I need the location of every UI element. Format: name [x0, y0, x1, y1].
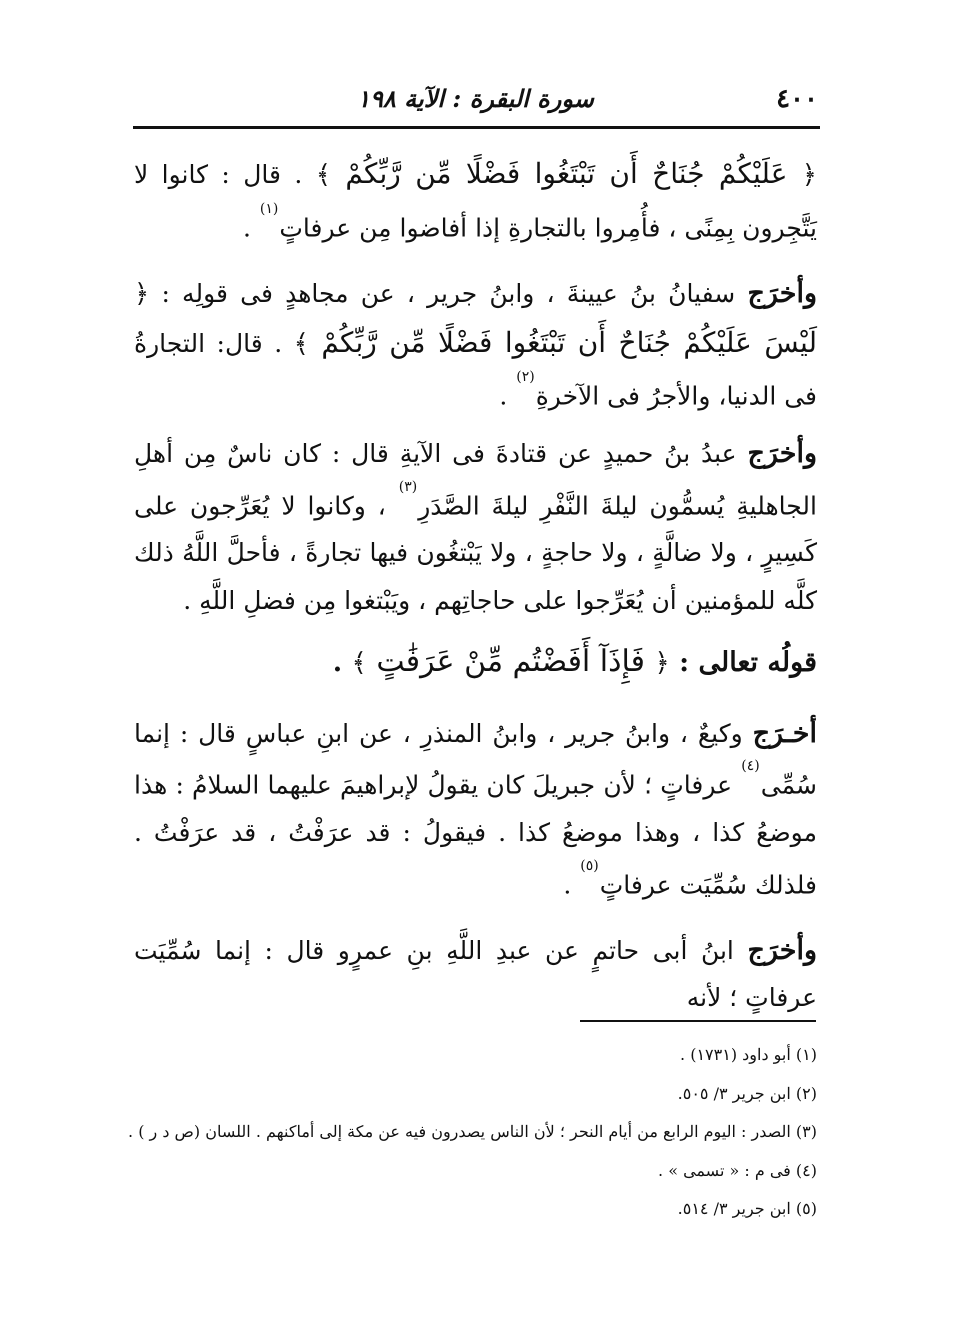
paragraph-text: وكيعٌ ، وابنُ جرير ، وابنُ المنذرِ ، عن ابنِ عباسٍ قال : إنما سُمِّى: [134, 718, 817, 800]
paragraph-lead: أخـرَج: [752, 717, 817, 749]
quran-verse-text: لَيْسَ عَلَيْكُمْ جُنَاحٌ أَن تَبْتَغُوا فَضْلًا مِّن رَّبِّكُمْ: [321, 325, 818, 359]
paragraph-text: . قال: التجارةُ فى الدنيا، والأجرُ فى الآخرةِ: [134, 328, 817, 411]
paragraph-5: [134, 710, 817, 909]
footnote-divider: [580, 1020, 816, 1022]
footnote-ref[interactable]: (٤): [741, 758, 760, 775]
header-divider: [133, 126, 820, 129]
paragraph-3: [134, 430, 817, 624]
quran-bracket-open: ﴿: [654, 648, 670, 679]
paragraph-lead: وأخرَج: [747, 934, 817, 966]
paragraph-text-end: .: [499, 381, 508, 411]
paragraph-text-mid: عرفاتٍ ؛ لأن جبريلَ كان يقولُ لإبراهيمَ عليهما السلامُ : هذا موضعُ كذا ، وهذا موضعُ كذا . فيقولُ : قد عرَفْتُ ، قد عرَفْتُ . فلذلك سُمِّيَت عرفاتٍ: [134, 770, 817, 900]
quran-bracket-close: ﴾: [315, 160, 332, 190]
paragraph-2: [134, 269, 817, 420]
footnotes: [128, 1036, 817, 1229]
quran-verse: [316, 157, 817, 190]
paragraph-text: ابنُ أبى حاتمٍ عن عبدِ اللَّهِ بنِ عمرٍو قال : إنما سُمِّيَت عرفاتٍ ؛ لأنه: [134, 935, 817, 1013]
quran-verse-text: عَلَيْكُمْ جُنَاحٌ أَن تَبْتَغُوا فَضْلًا مِّن رَّبِّكُمْ: [345, 157, 788, 190]
quran-bracket-close: ﴾: [293, 328, 309, 359]
quran-bracket-close: ﴾: [351, 648, 367, 679]
footnote-item: (٥) ابن جرير ٣/ ٥١٤.: [677, 1199, 817, 1218]
verse-heading: [134, 638, 817, 688]
footnote-item: (٤) فى م : « تسمى » .: [658, 1160, 817, 1180]
paragraph-1: [134, 150, 817, 251]
page-number: ٤٠٠: [776, 84, 818, 114]
paragraph-lead: وأخرَج: [747, 278, 817, 310]
footnote-ref[interactable]: (٣): [398, 478, 418, 495]
paragraph-text: عبدُ بنُ حميدٍ عن قتادةَ فى الآيةِ قال : كان ناسٌ مِن أهلِ الجاهليةِ يُسمُّون ليلةَ النَّفْرِ ليلةَ الصَّدَرِ: [134, 439, 817, 520]
footnote-ref[interactable]: (٢): [516, 369, 535, 386]
verse-heading-lead: قولُه تعالى :: [679, 647, 817, 679]
paragraph-text-end: .: [563, 870, 572, 900]
quran-verse-text: فَإِذَآ أَفَضْتُم مِّنْ عَرَفَٰتٍ: [376, 644, 645, 680]
paragraph-text-end: .: [243, 212, 251, 242]
quran-bracket-open: ﴿: [134, 279, 150, 310]
quran-bracket-open: ﴿: [801, 160, 818, 190]
paragraph-text-end: .: [332, 647, 343, 679]
page-header: [133, 80, 818, 120]
main-text: [134, 150, 817, 1040]
footnote-item: (٢) ابن جرير ٣/ ٥٠٥.: [677, 1083, 817, 1103]
paragraph-lead: وأخرَج: [747, 438, 818, 470]
paragraph-text-pre: سفيانُ بنُ عيينةَ ، وابنُ جرير ، عن مجاهدٍ فى قولِه :: [161, 279, 736, 309]
footnote-item: (٣) الصدر : اليوم الرابع من أيام النحر ؛ لأن الناس يصدرون فيه عن مكة إلى أماكنهم . اللسان (ص د ر ) .: [128, 1122, 817, 1141]
footnote-item: (١) أبو داود (١٧٣١) .: [680, 1045, 817, 1064]
footnote-ref[interactable]: (٥): [580, 857, 599, 874]
quran-verse: [352, 644, 670, 679]
footnote-ref[interactable]: (١): [259, 200, 279, 217]
running-title: سورة البقرة : الآية ١٩٨: [357, 84, 594, 113]
paragraph-6: [134, 927, 817, 1022]
paragraph-text-end: ، وكانوا لا يُعَرِّجون على كَسِيرٍ ، ولا ضالَّةٍ ، ولا حاجةٍ ، ولا يَبْتغُون فيها تجارةً ، فأحلَّ اللَّهُ ذلك كلَّه للمؤمنين أن يُعَرِّجوا على حاجاتِهم ، ويَبْتغوا مِن فضلِ اللَّهِ .: [134, 490, 817, 615]
paragraph-text: . قال : كانوا لا يَتَّجِرون بِمِنًى ، فأُمِروا بالتجارةِ إذا أفاضوا مِن عرفاتٍ: [134, 160, 817, 242]
